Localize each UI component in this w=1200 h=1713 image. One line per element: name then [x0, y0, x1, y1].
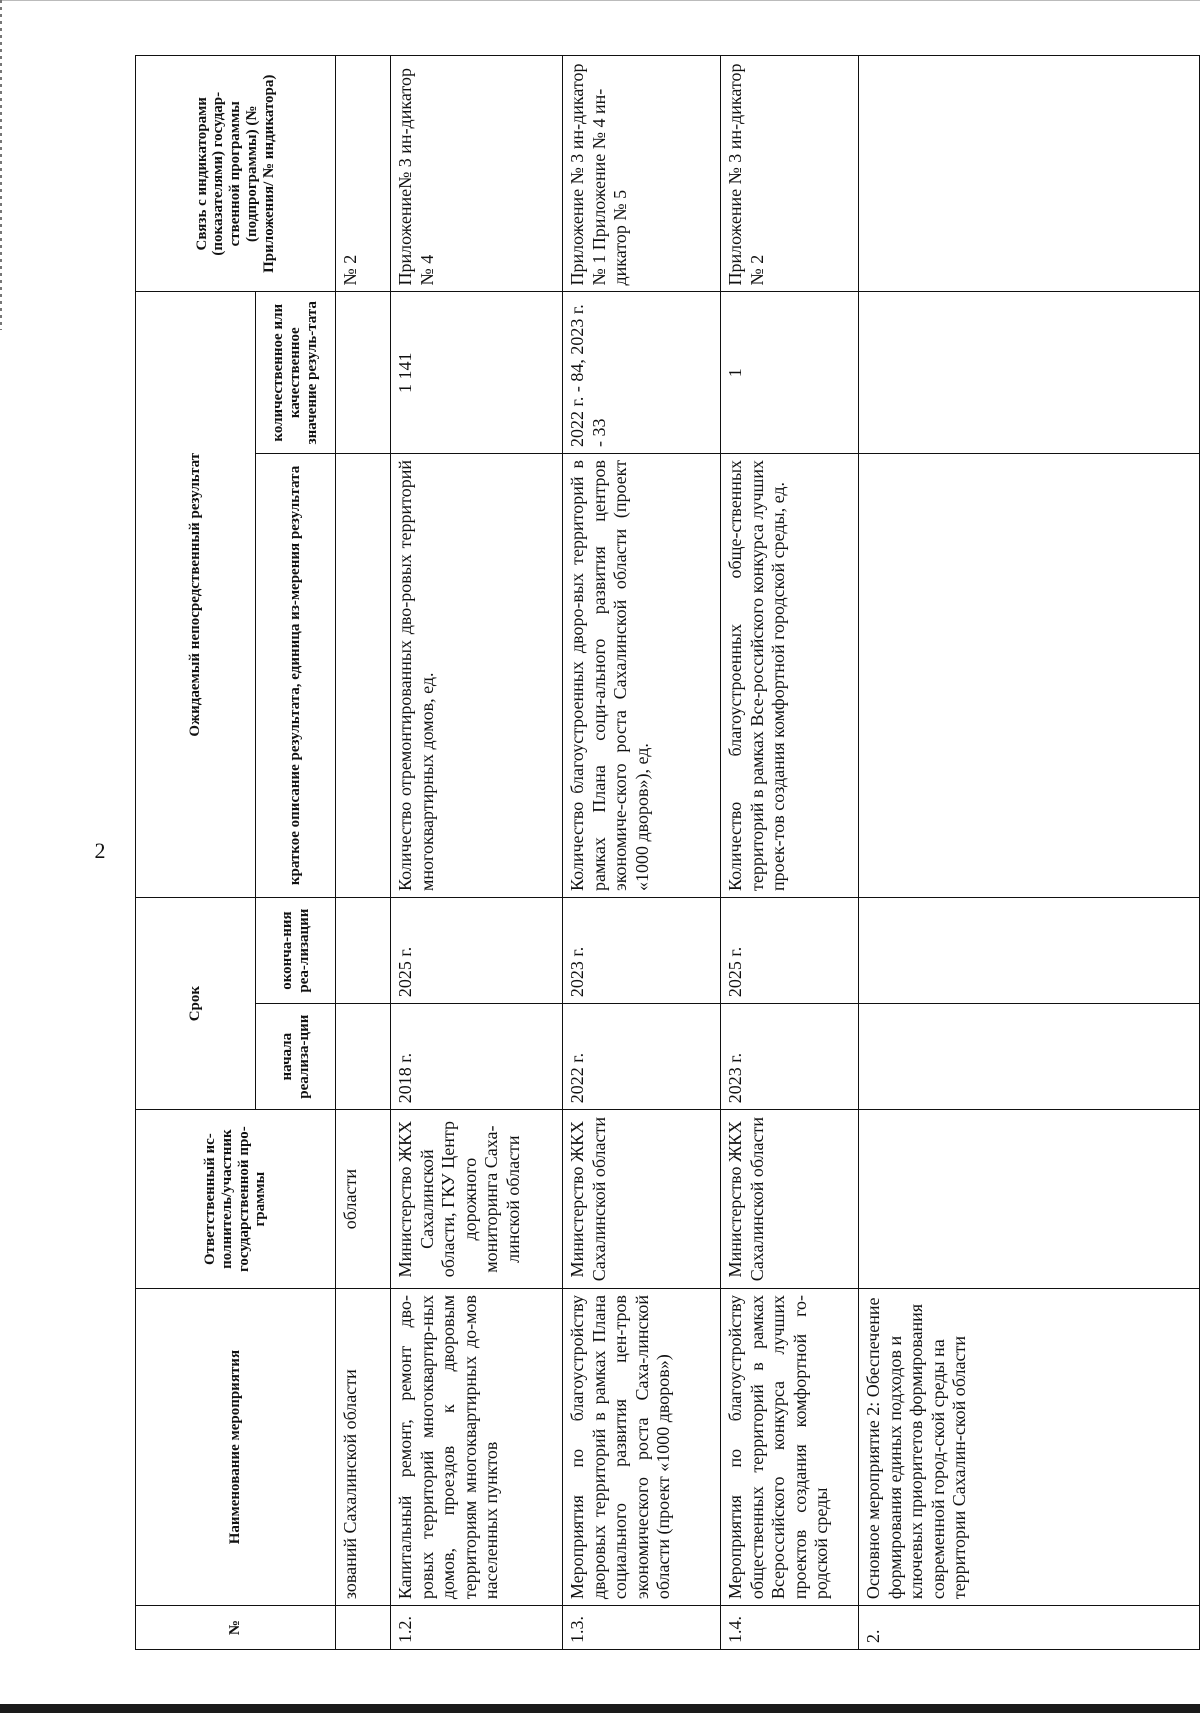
cell-end	[336, 898, 391, 1004]
cell-value: 2022 г. - 84, 2023 г. - 33	[563, 292, 721, 453]
cell-desc	[859, 453, 1200, 897]
header-num: №	[136, 1606, 336, 1650]
cell-start: 2023 г.	[721, 1004, 859, 1110]
cell-num: 2.	[859, 1606, 1200, 1650]
cell-responsible: Министерство ЖКХ Сахалинской области	[721, 1110, 859, 1289]
measures-table	[135, 55, 1200, 1650]
cell-name: Мероприятия по благоустройству дворовых территорий в рамках Плана социального развития цен-тров экономического роста Саха-линской области (проект «1000 дворов»)	[563, 1289, 721, 1606]
scan-edge-left	[0, 0, 2, 330]
scan-edge-top	[0, 0, 1200, 1]
table-row	[859, 56, 1200, 1650]
header-result-value: количественное или качественное значение резуль-тата	[256, 292, 336, 453]
rotated-table-wrapper	[135, 55, 1200, 1650]
cell-end	[859, 898, 1200, 1004]
cell-start: 2018 г.	[391, 1004, 563, 1110]
cell-name: Мероприятия по благоустройству общественных территорий в рамках Всероссийского конкурса лучших проектов создания комфортной го-родской среды	[721, 1289, 859, 1606]
cell-value	[859, 292, 1200, 453]
header-responsible: Ответственный ис-полнитель/участник государственной про-граммы	[136, 1110, 336, 1289]
table-row	[336, 56, 391, 1650]
cell-start: 2022 г.	[563, 1004, 721, 1110]
header-term: Срок	[136, 898, 256, 1110]
cell-responsible	[859, 1110, 1200, 1289]
cell-name: зований Сахалинской области	[336, 1289, 391, 1606]
cell-start	[859, 1004, 1200, 1110]
cell-end: 2025 г.	[721, 898, 859, 1004]
cell-link: № 2	[336, 56, 391, 292]
cell-num: 1.4.	[721, 1606, 859, 1650]
cell-desc	[336, 453, 391, 897]
cell-desc: Количество благоустроенных обще-ственных территорий в рамках Все-российского конкурса лучших проек-тов создания комфортной городской среды, ед.	[721, 453, 859, 897]
cell-responsible: Министерство ЖКХ Сахалинской области	[563, 1110, 721, 1289]
cell-responsible: Министерство ЖКХ Сахалинской области, ГКУ Центр дорожного мониторинга Саха-линской области	[391, 1110, 563, 1289]
header-term-end: оконча-ния реа-лизации	[256, 898, 336, 1004]
page-number: 2	[94, 838, 106, 863]
cell-link: Приложение № 3 ин-дикатор № 2	[721, 56, 859, 292]
cell-link: Приложение№ 3 ин-дикатор № 4	[391, 56, 563, 292]
table-row	[721, 56, 859, 1650]
header-result: Ожидаемый непосредственный результат	[136, 292, 256, 898]
cell-value: 1 141	[391, 292, 563, 453]
cell-value	[336, 292, 391, 453]
cell-num	[336, 1606, 391, 1650]
cell-link	[859, 56, 1200, 292]
header-name: Наименование мероприятия	[136, 1289, 336, 1606]
header-result-desc: краткое описание результата, единица из-мерения результата	[256, 453, 336, 897]
cell-desc: Количество отремонтированных дво-ровых территорий многоквартирных домов, ед.	[391, 453, 563, 897]
header-link: Связь с индикаторами (показателями) государ-ственной программы (подпрограммы) (№ Приложения/ № индикатора)	[136, 56, 336, 292]
cell-link: Приложение № 3 ин-дикатор № 1 Приложение № 4 ин-дикатор № 5	[563, 56, 721, 292]
cell-num: 1.3.	[563, 1606, 721, 1650]
cell-value: 1	[721, 292, 859, 453]
cell-end: 2023 г.	[563, 898, 721, 1004]
cell-num: 1.2.	[391, 1606, 563, 1650]
cell-end: 2025 г.	[391, 898, 563, 1004]
cell-start	[336, 1004, 391, 1110]
cell-name: Основное мероприятие 2: Обеспечение формирования единых подходов и ключевых приоритетов формирования современной город-ской среды на территории Сахалин-ской области	[859, 1289, 1200, 1606]
cell-responsible: области	[336, 1110, 391, 1289]
table-row	[391, 56, 563, 1650]
cell-name: Капитальный ремонт, ремонт дво-ровых территорий многоквартир-ных домов, проездов к дворовым территориям многоквартирных до-мов населенных пунктов	[391, 1289, 563, 1606]
header-term-start: начала реализа-ции	[256, 1004, 336, 1110]
cell-desc: Количество благоустроенных дворо-вых территорий в рамках Плана соци-ального развития центров экономиче-ского роста Сахалинской области (проект «1000 дворов»), ед.	[563, 453, 721, 897]
scan-edge-bottom	[0, 1704, 1200, 1713]
table-row	[563, 56, 721, 1650]
